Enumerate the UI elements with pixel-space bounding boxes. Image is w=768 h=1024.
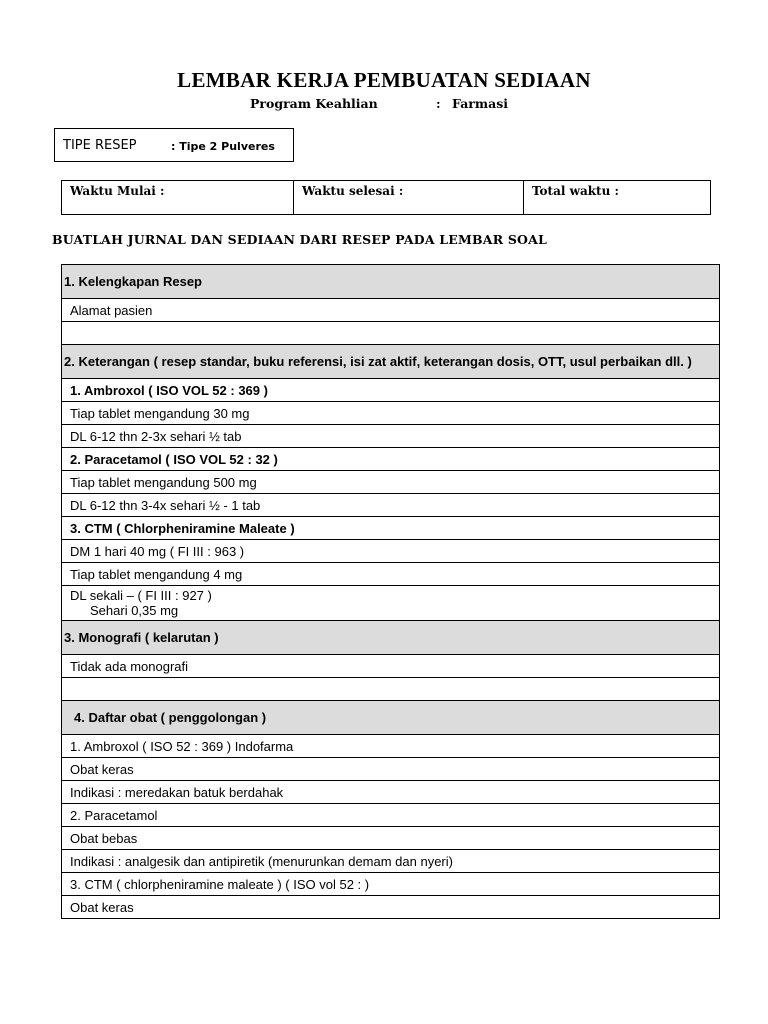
table-cell: Obat keras (62, 896, 720, 919)
table-cell: Obat keras (62, 758, 720, 781)
table-row (62, 471, 720, 494)
table-cell (62, 678, 720, 701)
section-keterangan: 2. Keterangan ( resep standar, buku referensi, isi zat aktif, keterangan dosis, OTT, usul perbaikan dll. ) (62, 345, 720, 379)
table-row (62, 425, 720, 448)
worksheet-table (61, 264, 720, 919)
table-cell: 1. Ambroxol ( ISO 52 : 369 ) Indofarma (62, 735, 720, 758)
section-kelengkapan: 1. Kelengkapan Resep (62, 265, 720, 299)
table-cell: Tiap tablet mengandung 30 mg (62, 402, 720, 425)
tipe-resep-value: : Tipe 2 Pulveres (171, 140, 275, 153)
table-cell: Tiap tablet mengandung 4 mg (62, 563, 720, 586)
tipe-resep-box (54, 128, 294, 162)
waktu-selesai-cell: Waktu selesai : (293, 180, 524, 215)
table-cell (62, 322, 720, 345)
table-row (62, 827, 720, 850)
table-row (62, 322, 720, 345)
program-label: Program Keahlian (250, 96, 378, 111)
table-row (62, 655, 720, 678)
table-row (62, 678, 720, 701)
section-daftar-obat: 4. Daftar obat ( penggolongan ) (62, 701, 720, 735)
instruction-text: BUATLAH JURNAL DAN SEDIAAN DARI RESEP PADA LEMBAR SOAL (52, 232, 548, 247)
table-row (62, 896, 720, 919)
section-header (62, 345, 720, 379)
table-row (62, 781, 720, 804)
table-row (62, 494, 720, 517)
table-cell (62, 586, 720, 621)
table-row (62, 448, 720, 471)
table-cell: Indikasi : analgesik dan antipiretik (menurunkan demam dan nyeri) (62, 850, 720, 873)
section-header (62, 701, 720, 735)
section-header (62, 621, 720, 655)
section-header (62, 265, 720, 299)
table-cell: Tiap tablet mengandung 500 mg (62, 471, 720, 494)
table-row (62, 379, 720, 402)
cell-line: Sehari 0,35 mg (90, 603, 179, 618)
table-row (62, 540, 720, 563)
table-cell: Alamat pasien (62, 299, 720, 322)
section-monografi: 3. Monografi ( kelarutan ) (62, 621, 720, 655)
table-cell: Obat bebas (62, 827, 720, 850)
cell-line: DL sekali – ( FI III : 927 ) (70, 588, 212, 603)
table-cell: 3. CTM ( chlorpheniramine maleate ) ( ISO vol 52 : ) (62, 873, 720, 896)
table-cell: Indikasi : meredakan batuk berdahak (62, 781, 720, 804)
table-cell: Tidak ada monografi (62, 655, 720, 678)
page-title: LEMBAR KERJA PEMBUATAN SEDIAAN (177, 68, 591, 92)
table-row (62, 804, 720, 827)
table-row (62, 850, 720, 873)
table-row (62, 586, 720, 621)
table-cell: DL 6-12 thn 3-4x sehari ½ - 1 tab (62, 494, 720, 517)
table-row (62, 563, 720, 586)
table-row (62, 873, 720, 896)
table-cell: 2. Paracetamol (62, 804, 720, 827)
table-cell: 2. Paracetamol ( ISO VOL 52 : 32 ) (62, 448, 720, 471)
table-cell: DM 1 hari 40 mg ( FI III : 963 ) (62, 540, 720, 563)
tipe-resep-label: TIPE RESEP (63, 138, 137, 153)
table-row (62, 735, 720, 758)
table-row (62, 758, 720, 781)
program-value: Farmasi (452, 96, 508, 111)
total-waktu-cell: Total waktu : (523, 180, 711, 215)
table-cell: DL 6-12 thn 2-3x sehari ½ tab (62, 425, 720, 448)
waktu-mulai-cell: Waktu Mulai : (61, 180, 294, 215)
table-row (62, 517, 720, 540)
table-cell: 3. CTM ( Chlorpheniramine Maleate ) (62, 517, 720, 540)
table-row (62, 299, 720, 322)
table-cell: 1. Ambroxol ( ISO VOL 52 : 369 ) (62, 379, 720, 402)
program-separator: : (436, 96, 441, 111)
table-row (62, 402, 720, 425)
